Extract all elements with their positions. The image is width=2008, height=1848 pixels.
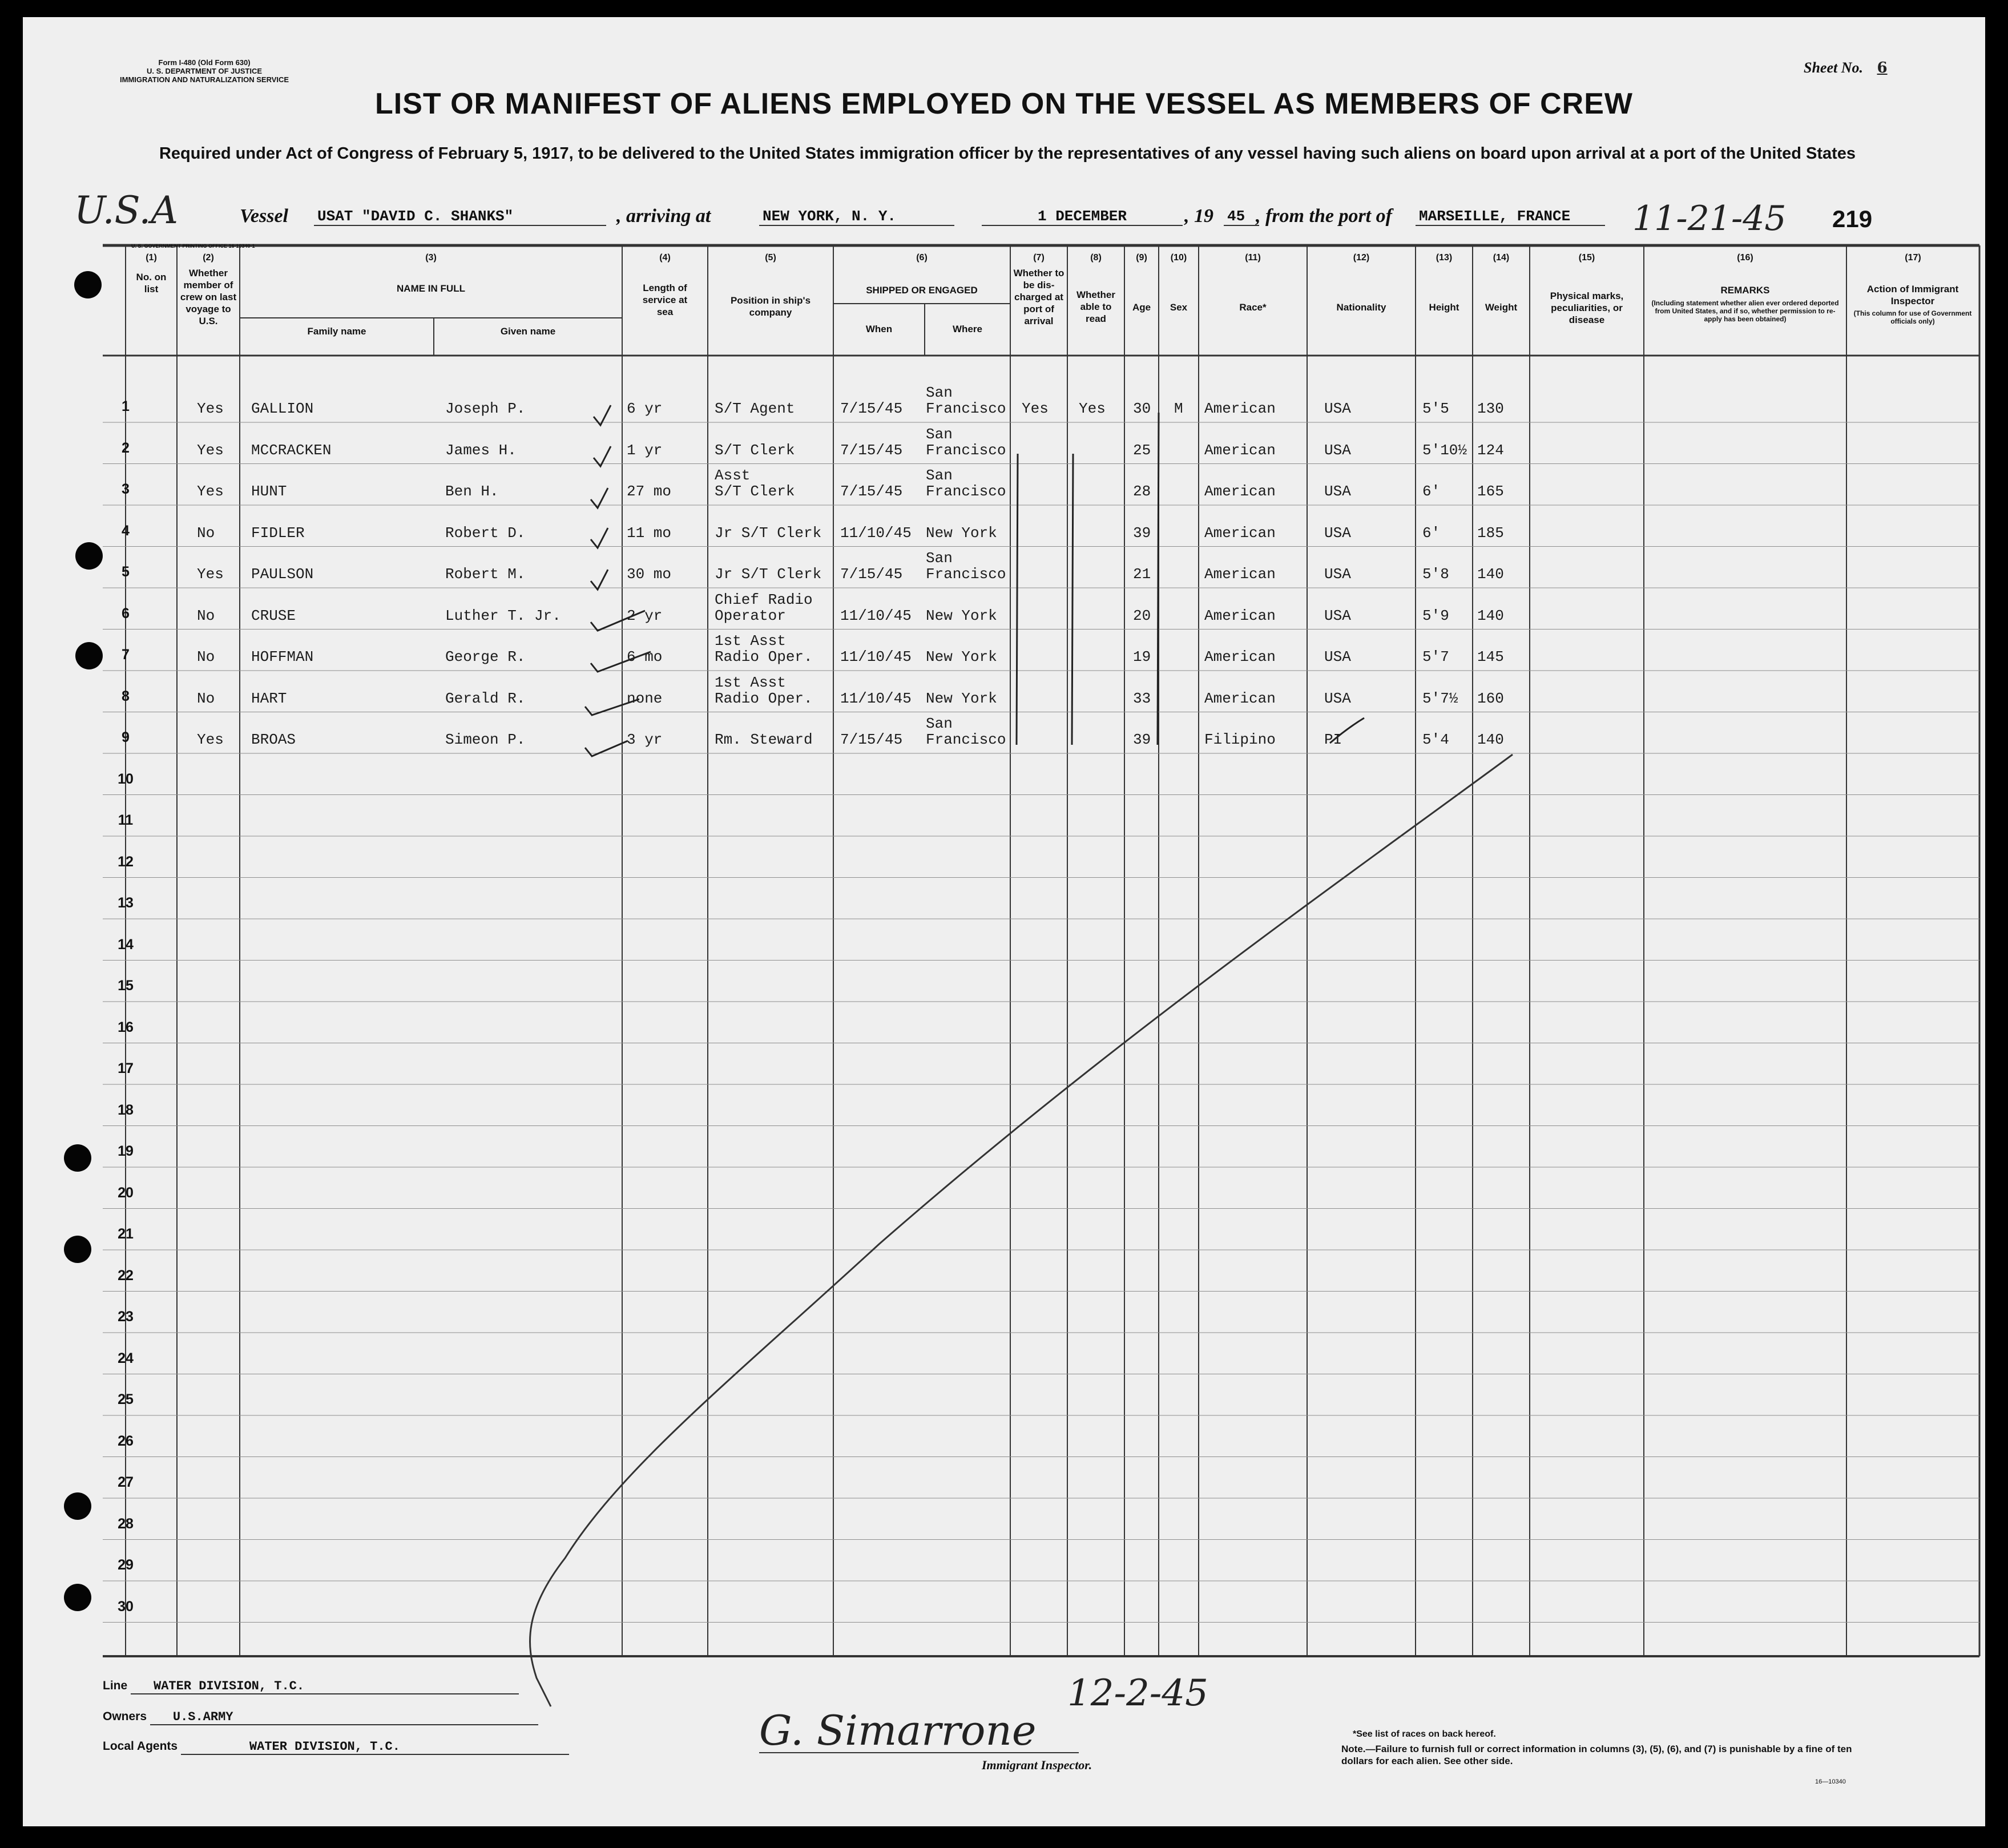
row-number: 23	[118, 1309, 134, 1325]
cell-nationality: USA	[1324, 648, 1351, 665]
header-given-name: Given name	[500, 326, 556, 337]
cell-nationality: PI	[1324, 731, 1342, 748]
cell-when: 11/10/45	[840, 648, 912, 665]
cell-race: American	[1204, 441, 1276, 459]
cell-position: Rm. Steward	[715, 731, 813, 748]
header-action: Action of Immigrant Inspector	[1866, 284, 1959, 306]
cell-service: 3 yr	[627, 731, 663, 748]
header-discharged: Whether to be dis-charged at port of arrival	[1013, 268, 1065, 326]
cell-given: Luther T. Jr.	[445, 607, 561, 624]
cell-age: 39	[1133, 731, 1151, 748]
cell-where: San Francisco	[926, 384, 1006, 417]
cell-member: No	[197, 607, 215, 624]
cell-family: MCCRACKEN	[251, 441, 332, 459]
footer-owners-value: U.S.ARMY	[150, 1710, 538, 1725]
inspector-signature: G. Simarrone	[759, 1706, 1037, 1754]
diagonal-cancel-line	[530, 754, 1513, 1706]
cell-where: San Francisco	[926, 425, 1006, 459]
cell-where: San Francisco	[926, 550, 1006, 583]
inspector-date: 12-2-45	[1067, 1672, 1208, 1714]
row-number: 26	[118, 1433, 134, 1449]
cell-nationality: USA	[1324, 400, 1351, 417]
cell-weight: 185	[1477, 524, 1504, 542]
sheet-number-label: Sheet No.	[1804, 59, 1863, 76]
column-number: (15)	[1578, 253, 1595, 263]
header-physical-marks: Physical marks, peculiarities, or disease	[1550, 290, 1624, 325]
vessel-name: USAT "DAVID C. SHANKS"	[314, 208, 606, 226]
column-number: (16)	[1737, 253, 1753, 263]
row-number: 15	[118, 978, 134, 994]
column-number: (14)	[1493, 253, 1510, 263]
cell-family: BROAS	[251, 731, 296, 748]
header-remarks-note: (Including statement whether alien ever ordered deported from United States, and if so, whether permission to re-apply has been obtained)	[1651, 299, 1839, 323]
column-number: (13)	[1436, 253, 1453, 263]
cell-height: 5'5	[1422, 400, 1449, 417]
header-sex: Sex	[1170, 302, 1188, 313]
cell-weight: 165	[1477, 483, 1504, 500]
arriving-port: NEW YORK, N. Y.	[759, 208, 954, 226]
header-action-note: (This column for use of Government officials only)	[1853, 309, 1972, 325]
row-number: 12	[118, 853, 134, 870]
service-name: IMMIGRATION AND NATURALIZATION SERVICE	[120, 75, 289, 84]
punch-hole	[64, 1492, 91, 1520]
cell-service: 6 mo	[627, 648, 663, 665]
cell-where: San Francisco	[926, 467, 1006, 500]
cell-service: 6 yr	[627, 400, 663, 417]
cell-when: 11/10/45	[840, 524, 912, 542]
from-port-label: , from the port of	[1256, 205, 1392, 227]
cell-race: American	[1204, 607, 1276, 624]
header-member-last-voyage: Whether member of crew on last voyage to U.S.	[180, 268, 237, 326]
row-number: 30	[118, 1598, 134, 1615]
printing-office-note: U. S. GOVERNMENT PRINTING OFFICE 16-10340-1	[131, 243, 255, 249]
document-subtitle: Required under Act of Congress of February 5, 1917, to be delivered to the United States immigration officer by the representatives of any vessel having such aliens on board upon arrival at a port of the United States	[159, 144, 1856, 163]
punch-hole	[75, 542, 103, 570]
row-number: 4	[122, 522, 130, 539]
read-ditto-line	[1072, 454, 1073, 745]
cell-position: Asst S/T Clerk	[715, 467, 795, 500]
cell-weight: 145	[1477, 648, 1504, 665]
footer-agents-label: Local Agents	[103, 1740, 178, 1753]
column-number: (11)	[1245, 253, 1261, 263]
row-number: 28	[118, 1515, 134, 1532]
department-name: U. S. DEPARTMENT OF JUSTICE	[147, 67, 263, 75]
column-number: (7)	[1033, 253, 1045, 263]
cell-age: 20	[1133, 607, 1151, 624]
header-remarks: REMARKS	[1720, 285, 1770, 296]
cell-read: Yes	[1079, 400, 1106, 417]
cell-family: HOFFMAN	[251, 648, 314, 665]
vessel-label: Vessel	[240, 205, 288, 227]
footer-agents-value: WATER DIVISION, T.C.	[181, 1740, 569, 1755]
service-check-9	[585, 741, 628, 756]
handwritten-date: 11-21-45	[1632, 199, 1787, 239]
cell-service: 11 mo	[627, 524, 672, 542]
cell-nationality: USA	[1324, 689, 1351, 707]
stamped-sheet-number: 219	[1832, 205, 1873, 232]
header-shipped-engaged: SHIPPED OR ENGAGED	[866, 285, 978, 296]
column-number: (9)	[1136, 253, 1147, 263]
header-race: Race*	[1239, 302, 1267, 313]
cell-position: S/T Agent	[715, 400, 795, 417]
sheet-number-field	[1804, 59, 1898, 76]
cell-weight: 160	[1477, 689, 1504, 707]
footer-line-value: WATER DIVISION, T.C.	[131, 1679, 519, 1694]
cell-when: 7/15/45	[840, 400, 903, 417]
year-prefix: , 19	[1184, 205, 1213, 227]
cell-age: 33	[1133, 689, 1151, 707]
cell-when: 7/15/45	[840, 483, 903, 500]
cell-when: 11/10/45	[840, 607, 912, 624]
cell-position: 1st Asst Radio Oper.	[715, 673, 813, 707]
cell-nationality: USA	[1324, 566, 1351, 583]
column-number: (12)	[1353, 253, 1370, 263]
punch-hole	[64, 1584, 91, 1611]
cell-weight: 130	[1477, 400, 1504, 417]
cell-height: 5'7	[1422, 648, 1449, 665]
cell-member: Yes	[197, 483, 224, 500]
cell-member: Yes	[197, 400, 224, 417]
header-able-to-read: Whether able to read	[1076, 289, 1115, 324]
cell-member: Yes	[197, 731, 224, 748]
row-number: 21	[118, 1226, 134, 1242]
sheet-number-value: 6	[1877, 59, 1888, 76]
arriving-label: , arriving at	[616, 205, 711, 227]
row-number: 2	[122, 439, 130, 456]
header-age: Age	[1132, 302, 1151, 313]
header-when: When	[865, 324, 893, 334]
row-number: 7	[122, 647, 130, 663]
cell-when: 7/15/45	[840, 731, 903, 748]
footer-owners-field	[103, 1710, 538, 1725]
service-check-5	[591, 570, 608, 590]
header-family-name: Family name	[307, 326, 366, 337]
cell-service: 27 mo	[627, 483, 672, 500]
column-number: (1)	[146, 253, 157, 263]
cell-given: Robert D.	[445, 524, 526, 542]
cell-member: No	[197, 524, 215, 542]
cell-weight: 124	[1477, 441, 1504, 459]
cell-nationality: USA	[1324, 607, 1351, 624]
discharge-ditto-line	[1017, 454, 1018, 745]
print-code: 16—10340	[1815, 1778, 1846, 1785]
cell-where: San Francisco	[926, 715, 1006, 748]
cell-member: Yes	[197, 441, 224, 459]
header-no-on-list: No. on list	[136, 272, 167, 294]
cell-age: 25	[1133, 441, 1151, 459]
header-where: Where	[953, 324, 982, 334]
header-name-in-full: NAME IN FULL	[397, 283, 465, 294]
row-number: 16	[118, 1019, 134, 1035]
row-number: 13	[118, 895, 134, 911]
row-number: 22	[118, 1267, 134, 1284]
cell-family: CRUSE	[251, 607, 296, 624]
footer-owners-label: Owners	[103, 1710, 147, 1723]
cell-race: American	[1204, 566, 1276, 583]
cell-family: HART	[251, 689, 287, 707]
row-number: 25	[118, 1391, 134, 1407]
cell-given: Gerald R.	[445, 689, 526, 707]
row-number: 3	[122, 481, 130, 497]
cell-height: 6'	[1422, 524, 1441, 542]
cell-member: No	[197, 648, 215, 665]
cell-where: New York	[926, 607, 997, 624]
cell-when: 7/15/45	[840, 566, 903, 583]
cell-discharged: Yes	[1022, 400, 1049, 417]
cell-given: Simeon P.	[445, 731, 526, 748]
column-number: (4)	[659, 253, 671, 263]
cell-weight: 140	[1477, 566, 1504, 583]
cell-position: S/T Clerk	[715, 441, 795, 459]
row-number: 20	[118, 1184, 134, 1201]
cell-service: none	[627, 689, 663, 707]
cell-given: Robert M.	[445, 566, 526, 583]
row-number: 10	[118, 770, 134, 787]
cell-position: Jr S/T Clerk	[715, 566, 822, 583]
header-height: Height	[1429, 302, 1459, 313]
header-length-service: Length of service at sea	[642, 283, 688, 317]
row-number: 11	[118, 812, 134, 828]
punch-hole	[75, 642, 103, 669]
cell-race: American	[1204, 483, 1276, 500]
row-number: 1	[122, 398, 130, 414]
footer-agents-field	[103, 1740, 569, 1755]
row-number: 19	[118, 1143, 134, 1159]
cell-weight: 140	[1477, 607, 1504, 624]
punch-hole	[64, 1236, 91, 1263]
row-number: 14	[118, 936, 134, 953]
service-check-1	[594, 405, 611, 425]
cell-where: New York	[926, 689, 997, 707]
sex-ditto-line	[1158, 413, 1159, 745]
row-number: 8	[122, 688, 130, 704]
service-check-3	[591, 488, 608, 508]
cell-when: 7/15/45	[840, 441, 903, 459]
penalty-note: Note.—Failure to furnish full or correct information in columns (3), (5), (6), and (7) is punishable by a fine of ten dollars for each alien. See other side.	[1341, 1744, 1852, 1766]
cell-race: American	[1204, 689, 1276, 707]
cell-age: 39	[1133, 524, 1151, 542]
column-number: (5)	[765, 253, 776, 263]
row-number: 9	[122, 729, 130, 745]
cell-service: 30 mo	[627, 566, 672, 583]
row-number: 29	[118, 1557, 134, 1573]
cell-when: 11/10/45	[840, 689, 912, 707]
cell-position: Chief Radio Operator	[715, 591, 813, 624]
form-number: Form I-480 (Old Form 630)	[158, 58, 251, 67]
cell-family: FIDLER	[251, 524, 305, 542]
cell-family: HUNT	[251, 483, 287, 500]
column-number: (10)	[1170, 253, 1187, 263]
document-title: LIST OR MANIFEST OF ALIENS EMPLOYED ON THE VESSEL AS MEMBERS OF CREW	[375, 87, 1633, 120]
handwritten-usa: U.S.A	[74, 188, 179, 232]
cell-height: 6'	[1422, 483, 1441, 500]
column-number: (8)	[1090, 253, 1102, 263]
footer-line-field	[103, 1679, 519, 1694]
cell-nationality: USA	[1324, 441, 1351, 459]
row-number: 24	[118, 1350, 134, 1366]
cell-member: No	[197, 689, 215, 707]
column-number: (2)	[203, 253, 214, 263]
cell-age: 19	[1133, 648, 1151, 665]
cell-age: 21	[1133, 566, 1151, 583]
row-number: 17	[118, 1060, 134, 1076]
cell-where: New York	[926, 648, 997, 665]
cell-nationality: USA	[1324, 483, 1351, 500]
from-port: MARSEILLE, FRANCE	[1416, 208, 1605, 226]
cell-race: American	[1204, 648, 1276, 665]
cell-position: Jr S/T Clerk	[715, 524, 822, 542]
cell-where: New York	[926, 524, 997, 542]
cell-height: 5'9	[1422, 607, 1449, 624]
arrival-date: 1 DECEMBER	[982, 208, 1183, 226]
punch-hole	[64, 1144, 91, 1172]
cell-member: Yes	[197, 566, 224, 583]
column-number: (3)	[425, 253, 437, 263]
races-note: *See list of races on back hereof.	[1353, 1729, 1496, 1739]
cell-height: 5'10½	[1422, 441, 1467, 459]
cell-family: PAULSON	[251, 566, 314, 583]
cell-age: 28	[1133, 483, 1151, 500]
year-suffix: 45	[1224, 208, 1259, 226]
cell-sex: M	[1174, 400, 1183, 417]
service-check-2	[594, 446, 611, 466]
cell-family: GALLION	[251, 400, 314, 417]
punch-hole	[74, 271, 102, 298]
signature-rule	[759, 1752, 1079, 1753]
manifest-document	[23, 17, 1985, 1826]
column-number: (17)	[1905, 253, 1921, 263]
cell-height: 5'7½	[1422, 689, 1458, 707]
header-nationality: Nationality	[1336, 302, 1386, 313]
cell-given: Ben H.	[445, 483, 499, 500]
row-number: 5	[122, 564, 130, 580]
cell-given: George R.	[445, 648, 526, 665]
header-position: Position in ship's company	[730, 295, 811, 318]
cell-race: American	[1204, 400, 1276, 417]
cell-weight: 140	[1477, 731, 1504, 748]
cell-race: American	[1204, 524, 1276, 542]
row-number: 18	[118, 1101, 134, 1118]
row-number: 27	[118, 1474, 134, 1490]
cell-race: Filipino	[1204, 731, 1276, 748]
cell-service: 1 yr	[627, 441, 663, 459]
cell-given: James H.	[445, 441, 517, 459]
cell-position: 1st Asst Radio Oper.	[715, 632, 813, 665]
service-check-4	[591, 528, 608, 548]
cell-service: 2 yr	[627, 607, 663, 624]
inspector-label: Immigrant Inspector.	[982, 1758, 1092, 1772]
footer-line-label: Line	[103, 1679, 128, 1692]
form-identifier	[120, 58, 289, 84]
cell-height: 5'8	[1422, 566, 1449, 583]
cell-given: Joseph P.	[445, 400, 526, 417]
cell-height: 5'4	[1422, 731, 1449, 748]
column-number: (6)	[916, 253, 928, 263]
row-number: 6	[122, 605, 130, 622]
cell-nationality: USA	[1324, 524, 1351, 542]
cell-age: 30	[1133, 400, 1151, 417]
header-weight: Weight	[1485, 302, 1518, 313]
